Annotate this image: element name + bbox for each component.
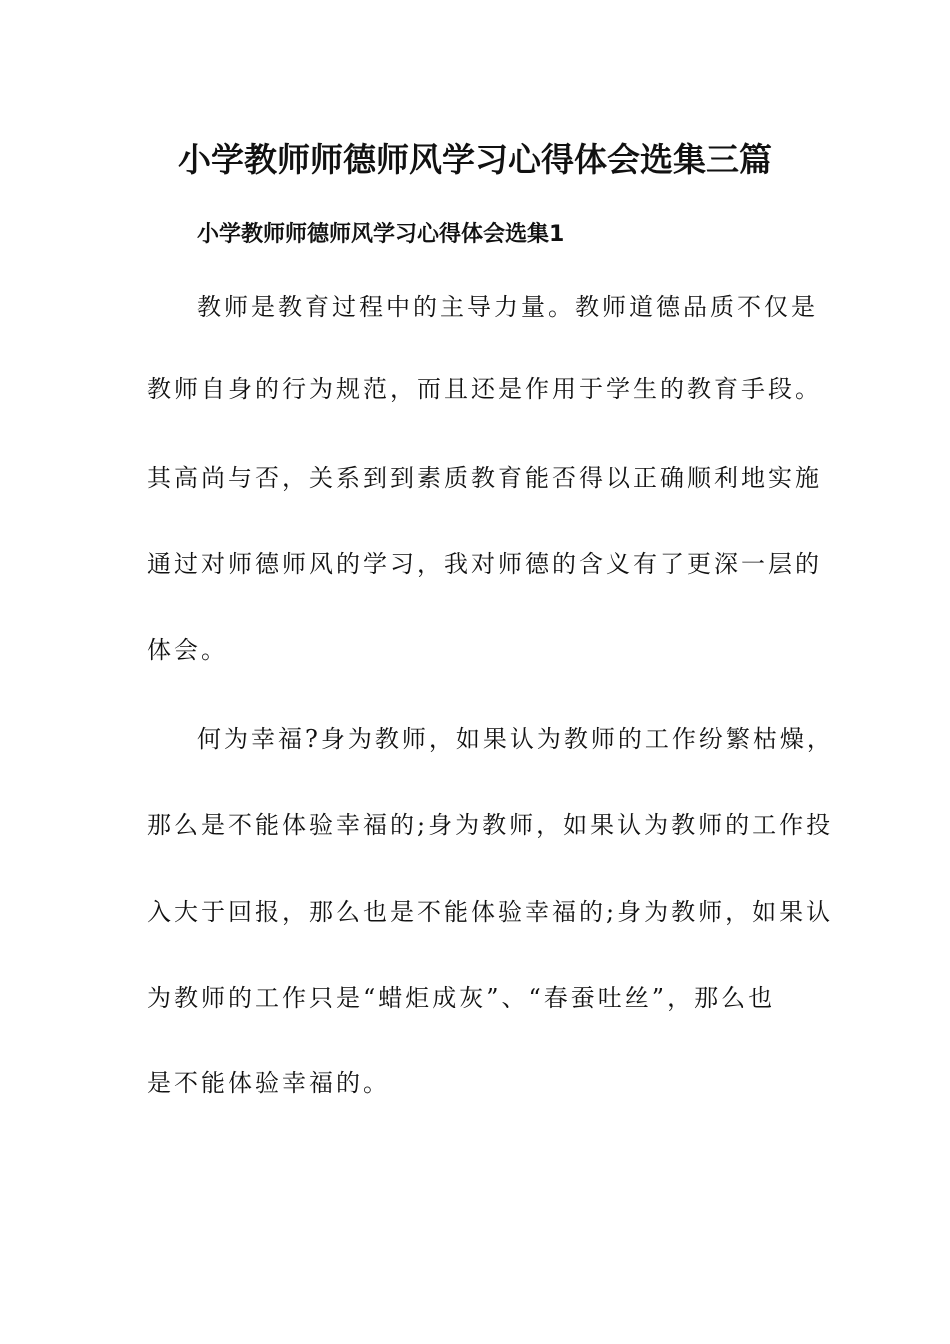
document-title: 小学教师师德师风学习心得体会选集三篇	[178, 140, 772, 179]
paragraph-1-line-4: 通过对师德师风的学习，我对师德的含义有了更深一层的	[147, 550, 822, 578]
paragraph-2-line-1: 何为幸福?身为教师，如果认为教师的工作纷繁枯燥，	[197, 725, 834, 753]
paragraph-2-line-2: 那么是不能体验幸福的;身为教师，如果认为教师的工作投	[147, 811, 834, 839]
paragraph-2-line-3: 入大于回报，那么也是不能体验幸福的;身为教师，如果认	[147, 898, 834, 926]
paragraph-2-line-4: 为教师的工作只是“蜡炬成灰”、“春蚕吐丝”，那么也	[147, 984, 776, 1012]
paragraph-1-line-1: 教师是教育过程中的主导力量。教师道德品质不仅是	[197, 293, 818, 321]
paragraph-1-line-5: 体会。	[147, 636, 228, 664]
paragraph-2-line-5: 是不能体验幸福的。	[147, 1069, 390, 1097]
paragraph-1-line-3: 其高尚与否，关系到到素质教育能否得以正确顺利地实施	[147, 464, 822, 492]
paragraph-1-line-2: 教师自身的行为规范，而且还是作用于学生的教育手段。	[147, 375, 822, 403]
section-heading: 小学教师师德师风学习心得体会选集1	[197, 222, 565, 247]
